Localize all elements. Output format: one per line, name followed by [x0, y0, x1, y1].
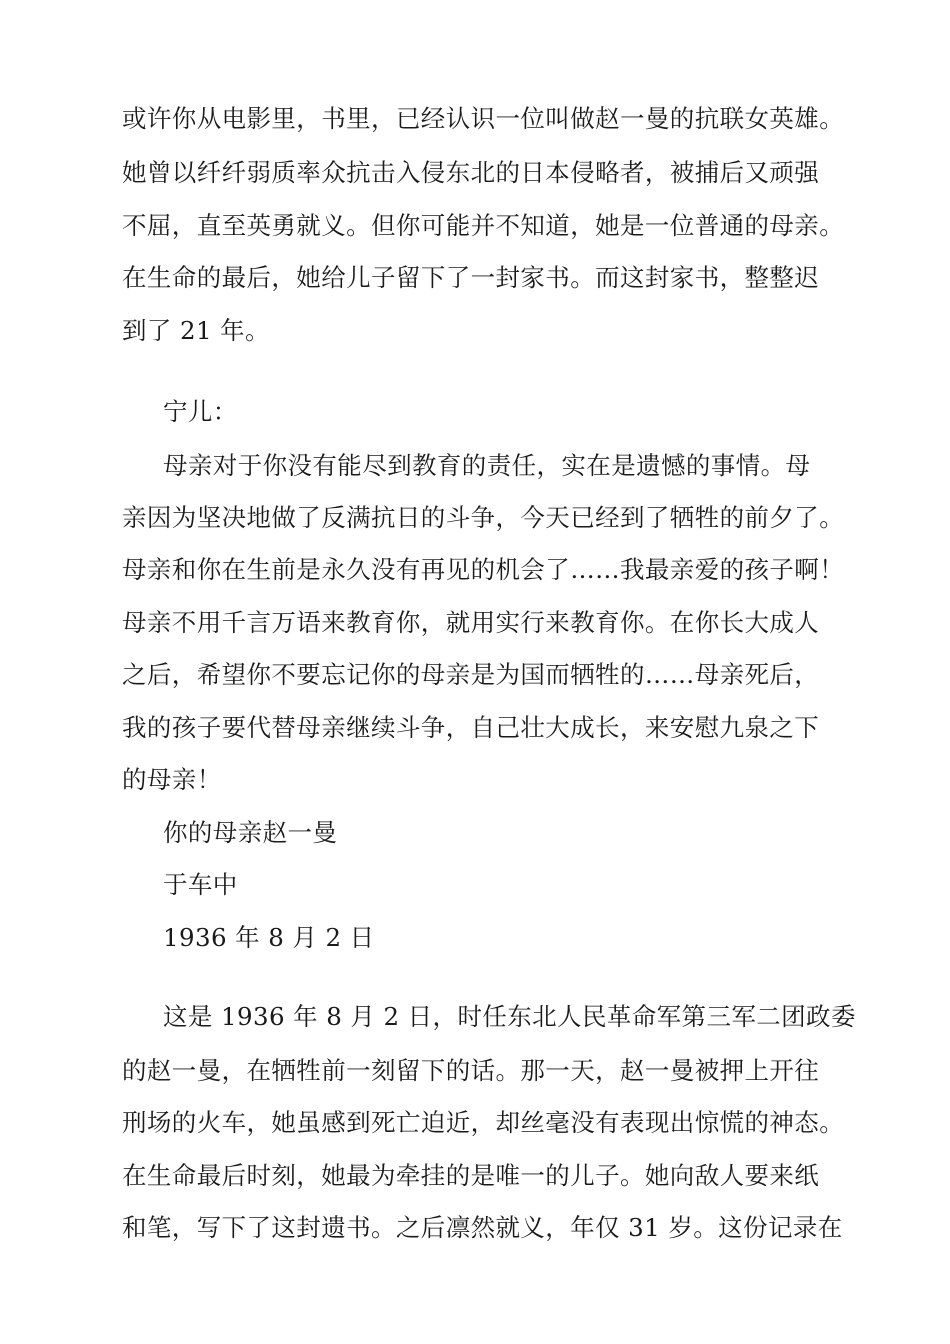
letter-body-line: 的母亲！ [122, 765, 222, 794]
letter-body-line: 亲因为坚决地做了反满抗日的斗争，今天已经到了牺牲的前夕了。 [122, 503, 845, 532]
intro-line: 在生命的最后，她给儿子留下了一封家书。而这封家书，整整迟 [122, 263, 820, 292]
letter-place: 于车中 [163, 870, 238, 899]
intro-line: 不屈，直至英勇就义。但你可能并不知道，她是一位普通的母亲。 [122, 211, 845, 240]
intro-line: 她曾以纤纤弱质率众抗击入侵东北的日本侵略者，被捕后又顽强 [122, 158, 820, 187]
closing-line: 和笔，写下了这封遗书。之后凛然就义，年仅 31 岁。这份记录在 [122, 1213, 843, 1242]
letter-date: 1936 年 8 月 2 日 [163, 923, 375, 952]
closing-line: 这是 1936 年 8 月 2 日，时任东北人民革命军第三军二团政委 [163, 1002, 856, 1031]
intro-line: 到了 21 年。 [122, 316, 270, 345]
letter-body-line: 之后，希望你不要忘记你的母亲是为国而牺牲的……母亲死后， [122, 660, 820, 689]
letter-body-line: 母亲对于你没有能尽到教育的责任，实在是遗憾的事情。母 [163, 451, 811, 480]
intro-line: 或许你从电影里，书里，已经认识一位叫做赵一曼的抗联女英雄。 [122, 104, 845, 133]
letter-signature: 你的母亲赵一曼 [163, 818, 338, 847]
letter-body-line: 我的孩子要代替母亲继续斗争，自己壮大成长，来安慰九泉之下 [122, 713, 820, 742]
closing-line: 的赵一曼，在牺牲前一刻留下的话。那一天，赵一曼被押上开往 [122, 1056, 820, 1085]
letter-body-line: 母亲和你在生前是永久没有再见的机会了……我最亲爱的孩子啊！ [122, 555, 845, 584]
closing-line: 刑场的火车，她虽感到死亡迫近，却丝毫没有表现出惊慌的神态。 [122, 1108, 845, 1137]
letter-body-line: 母亲不用千言万语来教育你，就用实行来教育你。在你长大成人 [122, 608, 820, 637]
closing-line: 在生命最后时刻，她最为牵挂的是唯一的儿子。她向敌人要来纸 [122, 1161, 820, 1190]
letter-salutation: 宁儿： [163, 397, 238, 426]
